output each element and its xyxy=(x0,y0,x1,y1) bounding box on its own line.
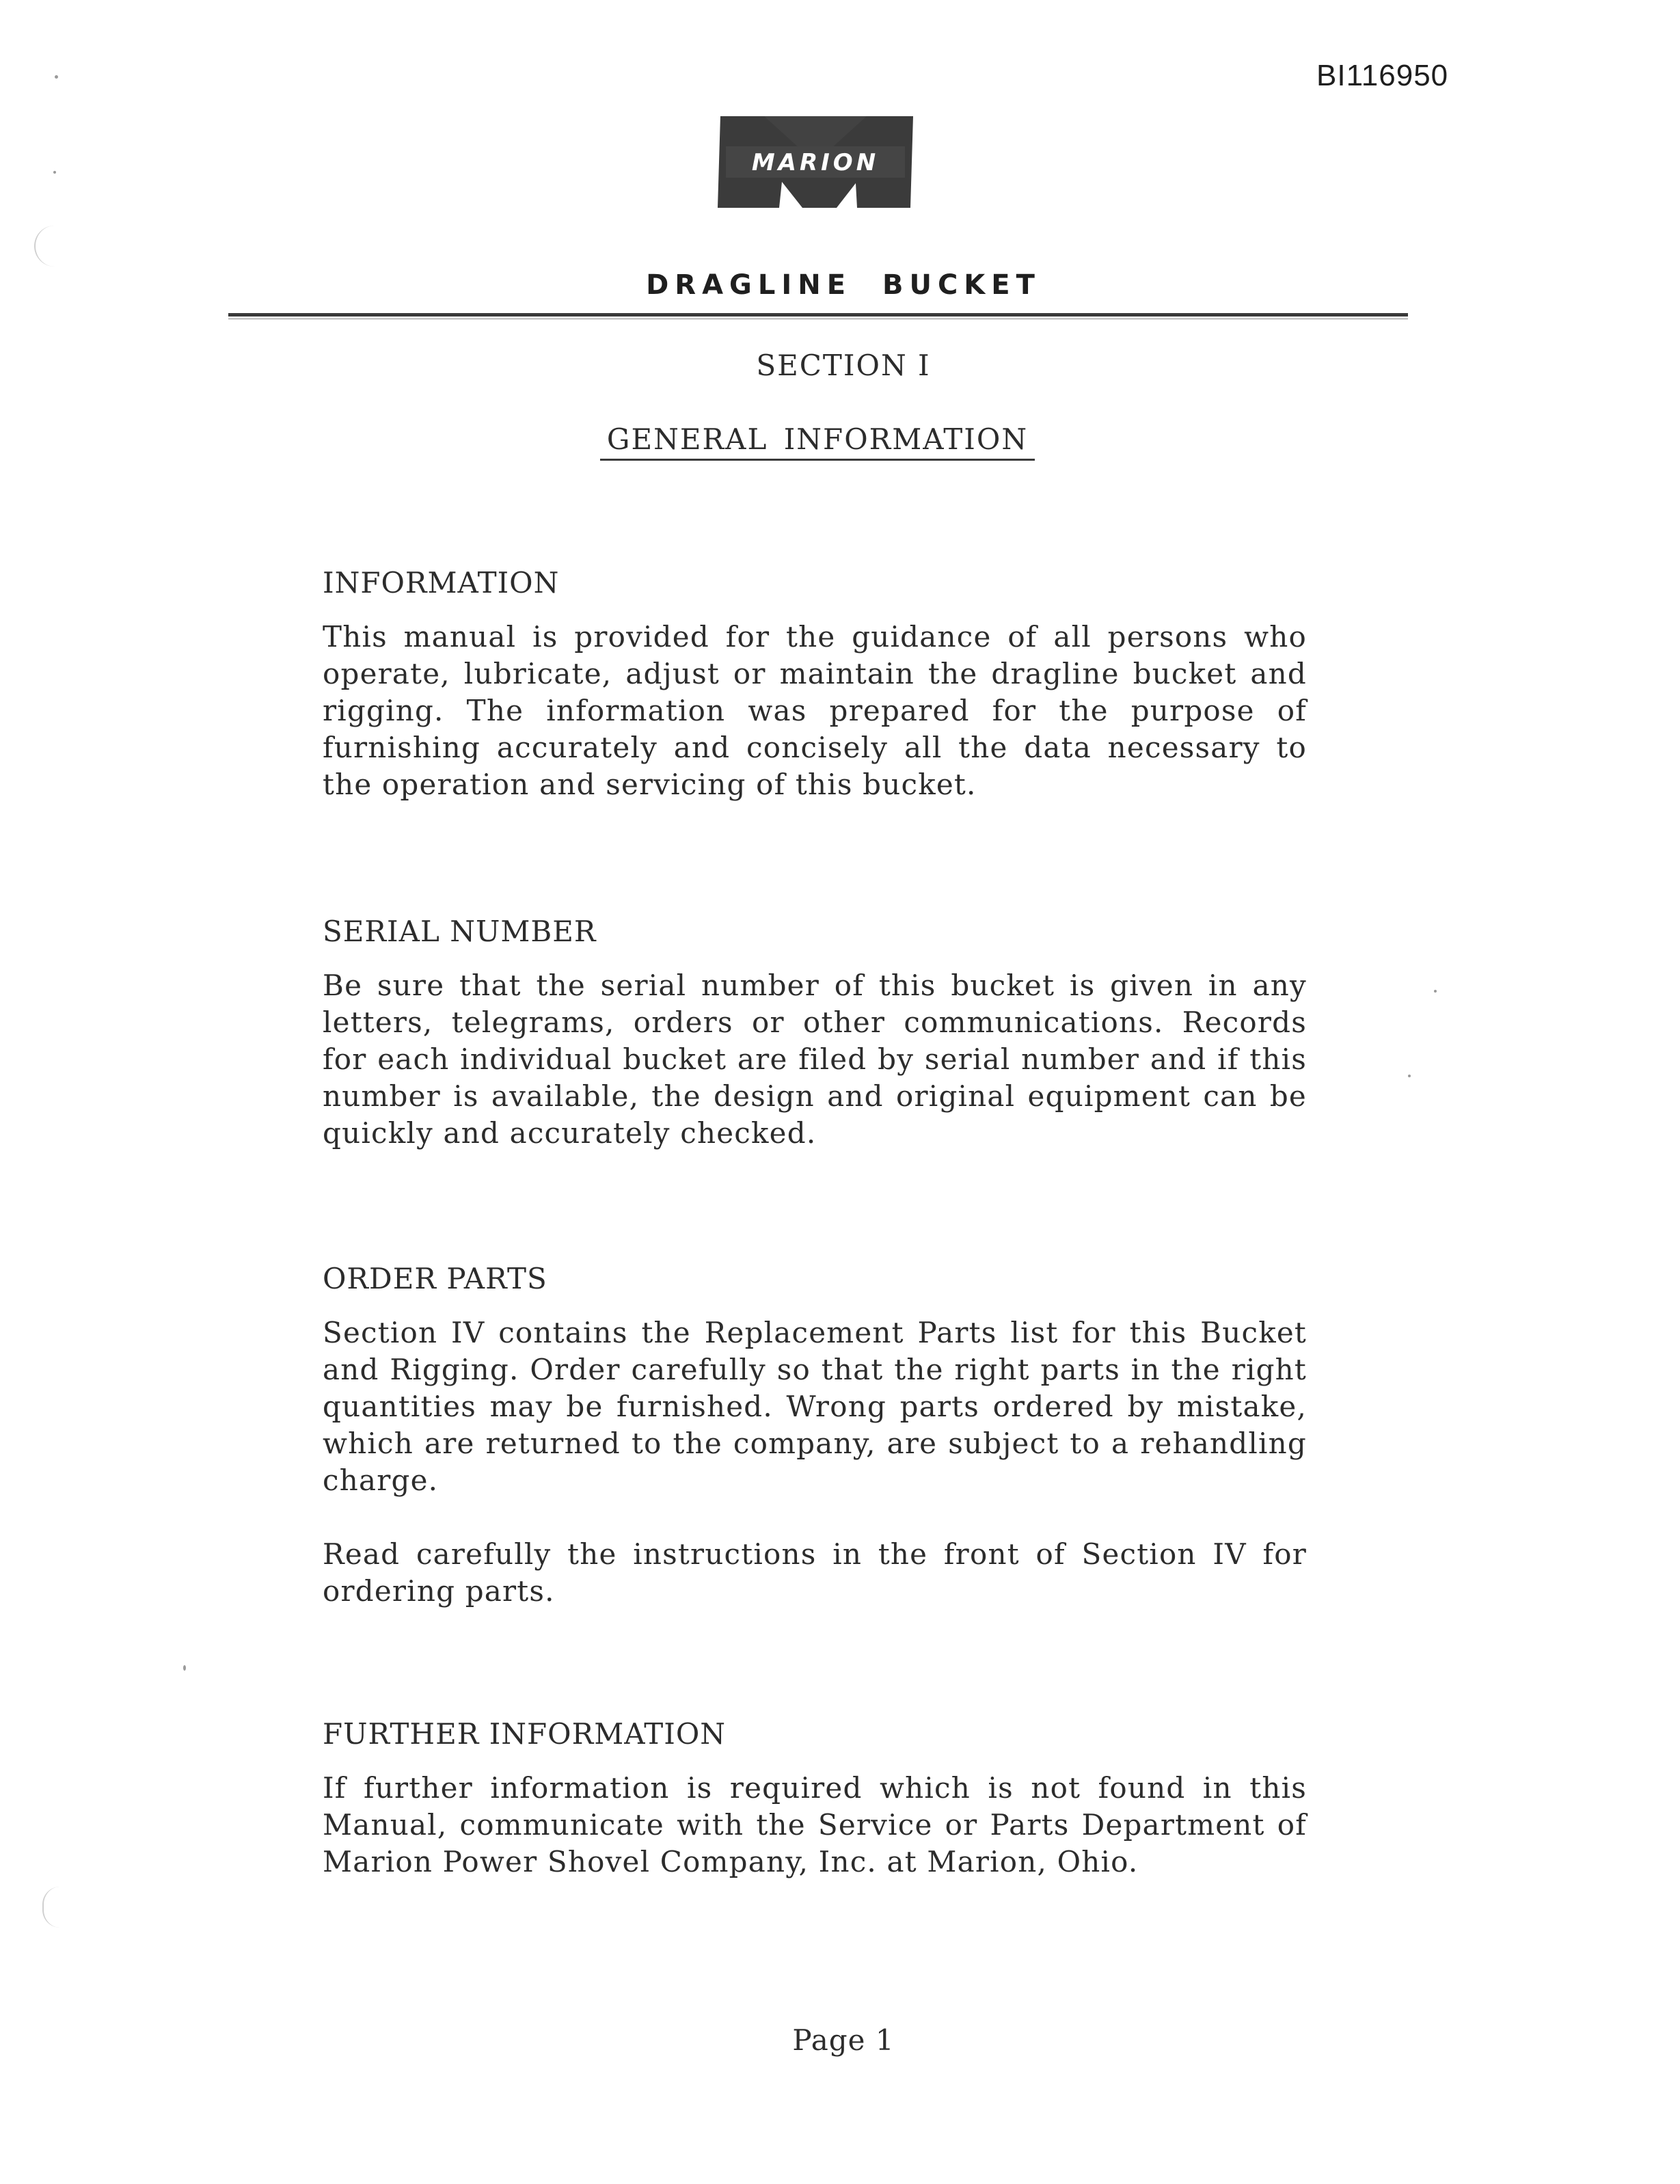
serial-number-section xyxy=(323,915,1307,1152)
page-number: Page 1 xyxy=(792,2023,895,2057)
further-information-section xyxy=(323,1717,1307,1880)
section-heading: INFORMATION xyxy=(323,566,560,599)
scan-speck xyxy=(55,75,58,79)
section-heading: SERIAL NUMBER xyxy=(323,915,597,948)
scan-speck xyxy=(1408,1075,1411,1077)
margin-mark xyxy=(42,1887,60,1928)
document-header-title: DRAGLINE BUCKET xyxy=(646,269,1041,301)
scan-speck xyxy=(53,171,56,174)
section-number: SECTION I xyxy=(756,349,931,382)
section-paragraph: Be sure that the serial number of this bucket is given in any letters, telegrams, orders or other communications. Records for each individual bucket are filed by serial number and if this number is available, the design and original equipment can be quickly and accurately checked. xyxy=(323,969,1307,1150)
section-paragraph: This manual is provided for the guidance of all persons who operate, lubricate, adjust or maintain the dragline bucket and rigging. The information was prepared for the purpose of furnishing accurately and concisely all the data necessary to the operation and servicing of this bucket. xyxy=(323,620,1307,801)
margin-mark xyxy=(34,226,63,267)
order-parts-section xyxy=(323,1262,1307,1610)
section-title: GENERAL INFORMATION xyxy=(600,422,1035,461)
document-id: BI116950 xyxy=(1316,59,1449,92)
section-paragraph: Read carefully the instructions in the front of Section IV for ordering parts. xyxy=(323,1537,1307,1608)
section-heading: ORDER PARTS xyxy=(323,1262,547,1295)
section-paragraph: If further information is required which is not found in this Manual, communicate with the Service or Parts Department of Marion Power Shovel Company, Inc. at Marion, Ohio. xyxy=(323,1771,1307,1878)
section-paragraph: Section IV contains the Replacement Parts list for this Bucket and Rigging. Order carefully so that the right parts in the right quantities may be furnished. Wrong parts ordered by mistake, which are returned to the company, are subject to a rehandling charge. xyxy=(323,1316,1307,1497)
section-heading: FURTHER INFORMATION xyxy=(323,1717,727,1751)
header-rule xyxy=(228,313,1408,316)
scan-speck xyxy=(1434,990,1437,993)
information-section xyxy=(323,566,1307,803)
logo-text: MARION xyxy=(751,149,880,176)
marion-logo-icon xyxy=(716,115,914,209)
scan-speck xyxy=(183,1665,186,1671)
